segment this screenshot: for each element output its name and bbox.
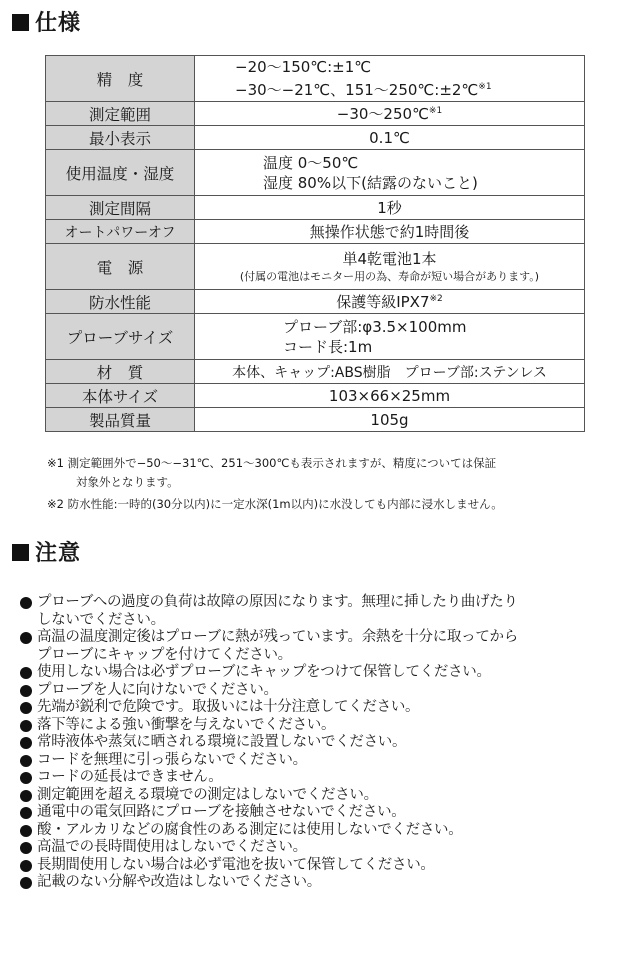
table-row [46,290,585,314]
caution-item [20,752,630,770]
bullet-dot-icon [20,720,32,732]
caution-text: 記載のない分解や改造はしないでください。 [37,874,321,890]
table-row [46,408,585,432]
spec-value-line [235,77,580,100]
bullet-dot-icon [20,772,32,784]
caution-text: 先端が鋭利で危険です。取扱いには十分注意してください。 [37,699,420,715]
spec-value [195,102,585,126]
spec-value-line: プローブ部:φ3.5×100mm [283,317,467,336]
spec-label: 使用温度・湿度 [46,150,195,196]
footnote-text: 防水性能:一時的(30分以内)に一定水深(1m以内)に水没しても内部に浸水しません。 [67,497,503,511]
spec-label: 測定範囲 [46,102,195,126]
spec-label: プローブサイズ [46,314,195,360]
caution-item [20,857,630,875]
spec-value-line: 単4乾電池1本 [342,249,437,268]
square-bullet-icon [12,544,29,561]
footnotes [47,454,627,517]
caution-text: 長期間使用しない場合は必ず電池を抜いて保管してください。 [37,856,435,873]
table-row [46,150,585,196]
square-bullet-icon [12,14,29,31]
spec-label: 最小表示 [46,126,195,150]
bullet-dot-icon [20,860,32,872]
spec-value-line: 湿度 80%以下(結露のないこと) [263,173,478,192]
footnote [47,495,627,514]
spec-label: 製品質量 [46,408,195,432]
bullet-dot-icon [20,877,32,889]
caution-item [20,787,630,805]
caution-section-title [12,540,81,568]
table-row [46,126,585,150]
footnote-mark: ※2 [47,497,64,511]
footnote [47,454,627,492]
footnote-mark: ※1 [428,106,443,116]
caution-text: 高温の温度測定後はプローブに熱が残っています。余熱を十分に取ってから [37,629,518,645]
bullet-dot-icon [20,737,32,749]
bullet-dot-icon [20,807,32,819]
spec-value-text: 保護等級IPX7 [336,293,430,311]
caution-item [20,682,630,700]
table-row [46,102,585,126]
caution-item [20,734,630,752]
caution-text: 常時液体や蒸気に晒される環境に設置しないでください。 [37,734,407,750]
spec-title-text: 仕様 [35,11,82,36]
table-row [46,56,585,102]
table-row [46,220,585,244]
spec-value [195,290,585,314]
spec-value-note: (付属の電池はモニター用の為、寿命が短い場合があります。) [239,269,540,283]
spec-value [195,314,585,360]
spec-label: 防水性能 [46,290,195,314]
caution-text: 落下等による強い衝撃を与えないでください。 [37,716,336,733]
bullet-dot-icon [20,685,32,697]
caution-text: プローブを人に向けないでください。 [37,681,278,698]
table-row [46,196,585,220]
caution-text: コードを無理に引っ張らないでください。 [37,751,307,768]
caution-title-text: 注意 [35,541,82,566]
bullet-dot-icon [20,702,32,714]
bullet-dot-icon [20,825,32,837]
spec-value: 0.1℃ [195,126,585,150]
caution-item [20,717,630,735]
caution-item [20,822,630,840]
spec-value [195,150,585,196]
caution-text: 通電中の電気回路にプローブを接触させないでください。 [37,804,406,820]
spec-table [45,55,585,432]
spec-value [195,244,585,290]
footnote-mark: ※2 [429,294,443,304]
bullet-dot-icon [20,790,32,802]
caution-list [20,594,630,892]
spec-value-text: −30〜250℃ [336,105,429,123]
bullet-dot-icon [20,632,32,644]
spec-section-title [12,10,81,38]
table-row [46,314,585,360]
bullet-dot-icon [20,667,32,679]
spec-value-text: −30〜−21℃、151〜250℃:±2℃ [235,81,479,99]
bullet-dot-icon [20,755,32,767]
spec-label: 本体サイズ [46,384,195,408]
caution-text: 高温での長時間使用はしないでください。 [37,839,307,855]
spec-label: 材 質 [46,360,195,384]
spec-value-line: 温度 0〜50℃ [263,153,359,172]
caution-text: 使用しない場合は必ずプローブにキャップをつけて保管してください。 [37,664,491,680]
caution-item [20,839,630,857]
table-row [46,244,585,290]
caution-text: コードの延長はできません。 [37,769,223,785]
caution-item [20,664,630,682]
bullet-dot-icon [20,597,32,609]
spec-value [195,56,585,102]
table-row [46,360,585,384]
spec-value: 無操作状態で約1時間後 [195,220,585,244]
footnote-text: 測定範囲外で−50〜−31℃、251〜300℃も表示されますが、精度については保証 [67,456,497,470]
caution-text: プローブへの過度の負荷は故障の原因になります。無理に挿したり曲げたり [37,594,518,610]
spec-value-line: コード長:1m [283,337,373,356]
spec-value: 本体、キャップ:ABS樹脂 プローブ部:ステンレス [195,360,585,384]
caution-text: プローブにキャップを付けてください。 [37,646,292,663]
caution-item [20,874,630,892]
caution-item [20,769,630,787]
table-row [46,384,585,408]
footnote-mark: ※1 [478,82,492,92]
spec-label: 精 度 [46,56,195,102]
bullet-dot-icon [20,842,32,854]
caution-text: 測定範囲を超える環境での測定はしないでください。 [37,786,378,803]
caution-text: しないでください。 [37,611,165,628]
caution-item [20,629,630,664]
caution-item [20,804,630,822]
footnote-mark: ※1 [47,456,64,470]
spec-value: 1秒 [195,196,585,220]
spec-value: 105g [195,408,585,432]
spec-value-line: −20〜150℃:±1℃ [235,58,372,76]
caution-item [20,594,630,629]
spec-label: オートパワーオフ [46,220,195,244]
caution-item [20,699,630,717]
caution-text: 酸・アルカリなどの腐食性のある測定には使用しないでください。 [37,821,463,838]
spec-value: 103×66×25mm [195,384,585,408]
spec-label: 測定間隔 [46,196,195,220]
spec-label: 電 源 [46,244,195,290]
footnote-text: 対象外となります。 [76,475,179,489]
